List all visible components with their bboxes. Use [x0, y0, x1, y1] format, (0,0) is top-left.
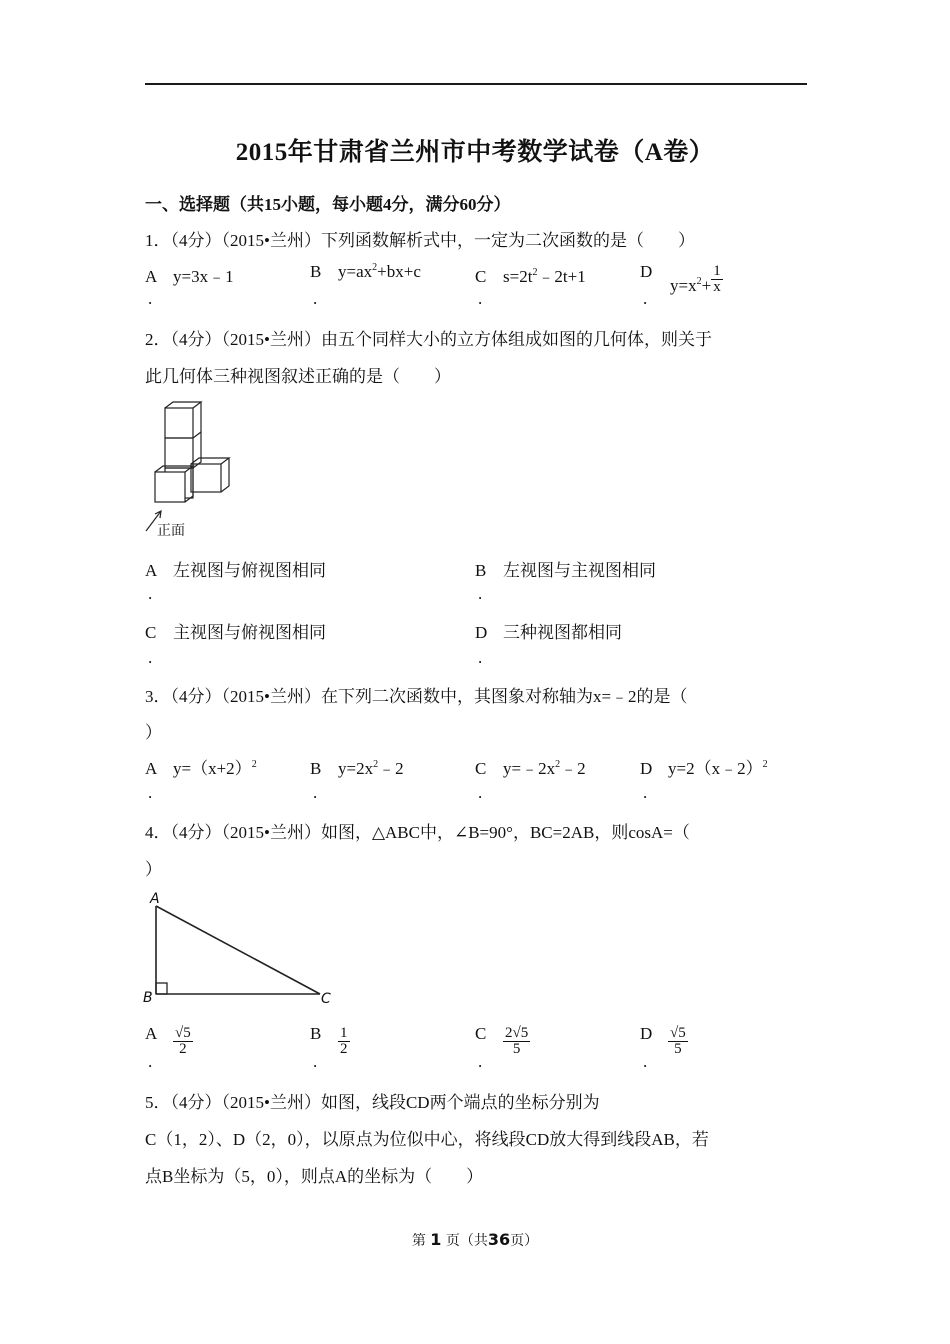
q4-triangle-figure	[140, 888, 340, 1006]
q2-dot-a: .	[148, 584, 153, 603]
q4-dot-a: .	[148, 1052, 153, 1071]
q3-stem-line1: 3．（4分）（2015•兰州）在下列二次函数中，其图象对称轴为x=﹣2的是（	[145, 687, 688, 706]
q4-option-d: D $\frac{√5}{5}$	[640, 1024, 686, 1057]
q2-cube-figure	[143, 398, 243, 540]
q2-front-label: 正面	[157, 523, 185, 539]
q1-dot-a: .	[148, 289, 153, 308]
q2-option-d: D 三种视图都相同	[475, 623, 622, 642]
q4-dot-d: .	[643, 1052, 648, 1071]
q2-dot-c: .	[148, 648, 153, 667]
vertex-a-label: A	[150, 891, 160, 907]
header-rule	[145, 83, 807, 85]
q3-option-d: D y=2（x﹣2）$^2$	[640, 759, 768, 778]
q5-stem-line1: 5．（4分）（2015•兰州）如图，线段CD两个端点的坐标分别为	[145, 1093, 600, 1112]
vertex-c-label: C	[321, 991, 331, 1006]
q3-option-a: A $y=(x+2)^2$	[145, 759, 257, 778]
q4-stem-line1: 4．（4分）（2015•兰州）如图，△ABC中，∠B=90°，BC=2AB，则cosA=（	[145, 823, 690, 842]
q3-stem-line2: ）	[145, 723, 162, 742]
q4-dot-b: .	[313, 1052, 318, 1071]
q4-stem-line2: ）	[145, 860, 162, 879]
page-title: 2015年甘肃省兰州市中考数学试卷（A卷）	[235, 139, 715, 166]
page-footer: 第 1 页（共36页）	[411, 1230, 539, 1249]
q1-option-b: B $y=ax^2+bx+c$	[310, 262, 421, 281]
side-ac	[156, 906, 320, 994]
section-heading: 一、选择题（共15小题，每小题4分，满分60分）	[145, 195, 511, 214]
q4-option-c: C $\frac{2√5}{5}$	[475, 1024, 529, 1057]
q4-dot-c: .	[478, 1052, 483, 1071]
q1-dot-d: .	[643, 289, 648, 308]
q2-stem-line2: 此几何体三种视图叙述正确的是（ ）	[145, 367, 451, 386]
q4-option-a: A $\frac{√5}{2}$	[145, 1024, 191, 1057]
q2-option-a: A 左视图与俯视图相同	[145, 561, 326, 580]
q5-stem-line2: C（1，2）、D（2，0），以原点为位似中心，将线段CD放大得到线段AB，若	[145, 1130, 709, 1149]
q1-dot-c: .	[478, 289, 483, 308]
vertex-b-label: B	[143, 990, 153, 1006]
q2-stem-line1: 2．（4分）（2015•兰州）由五个同样大小的立方体组成如图的几何体，则关于	[145, 330, 712, 349]
q1-dot-b: .	[313, 289, 318, 308]
q2-option-c: C 主视图与俯视图相同	[145, 623, 326, 642]
q1-option-d: D	[640, 262, 653, 281]
q3-dot-c: .	[478, 783, 483, 802]
q3-dot-a: .	[148, 783, 153, 802]
q3-dot-d: .	[643, 783, 648, 802]
q1-d-fraction: $\frac{1}{x}$	[713, 263, 721, 295]
current-page-number: 1	[430, 1230, 442, 1249]
q2-option-b: B 左视图与主视图相同	[475, 561, 656, 580]
q1-stem: 1．（4分）（2015•兰州）下列函数解析式中，一定为二次函数的是（ ）	[145, 231, 695, 250]
q1-option-d-expr: $y=x^2+$ $\frac{1}{x}$	[670, 263, 721, 296]
q3-dot-b: .	[313, 783, 318, 802]
q1-option-a: A y=3x﹣1	[145, 267, 234, 286]
q3-option-b: B $y=2x^2﹣2$	[310, 759, 404, 778]
q2-dot-d: .	[478, 648, 483, 667]
q4-option-b: B $\frac{1}{2}$	[310, 1024, 348, 1057]
total-page-count: 36	[487, 1230, 511, 1249]
q3-option-c: C $y=﹣2x^2﹣2$	[475, 759, 586, 778]
q5-stem-line3: 点B坐标为（5，0），则点A的坐标为（ ）	[145, 1167, 484, 1186]
q1-option-c: C $s=2t^2﹣2t+1$	[475, 267, 586, 286]
q2-dot-b: .	[478, 584, 483, 603]
right-angle-mark	[156, 983, 167, 994]
